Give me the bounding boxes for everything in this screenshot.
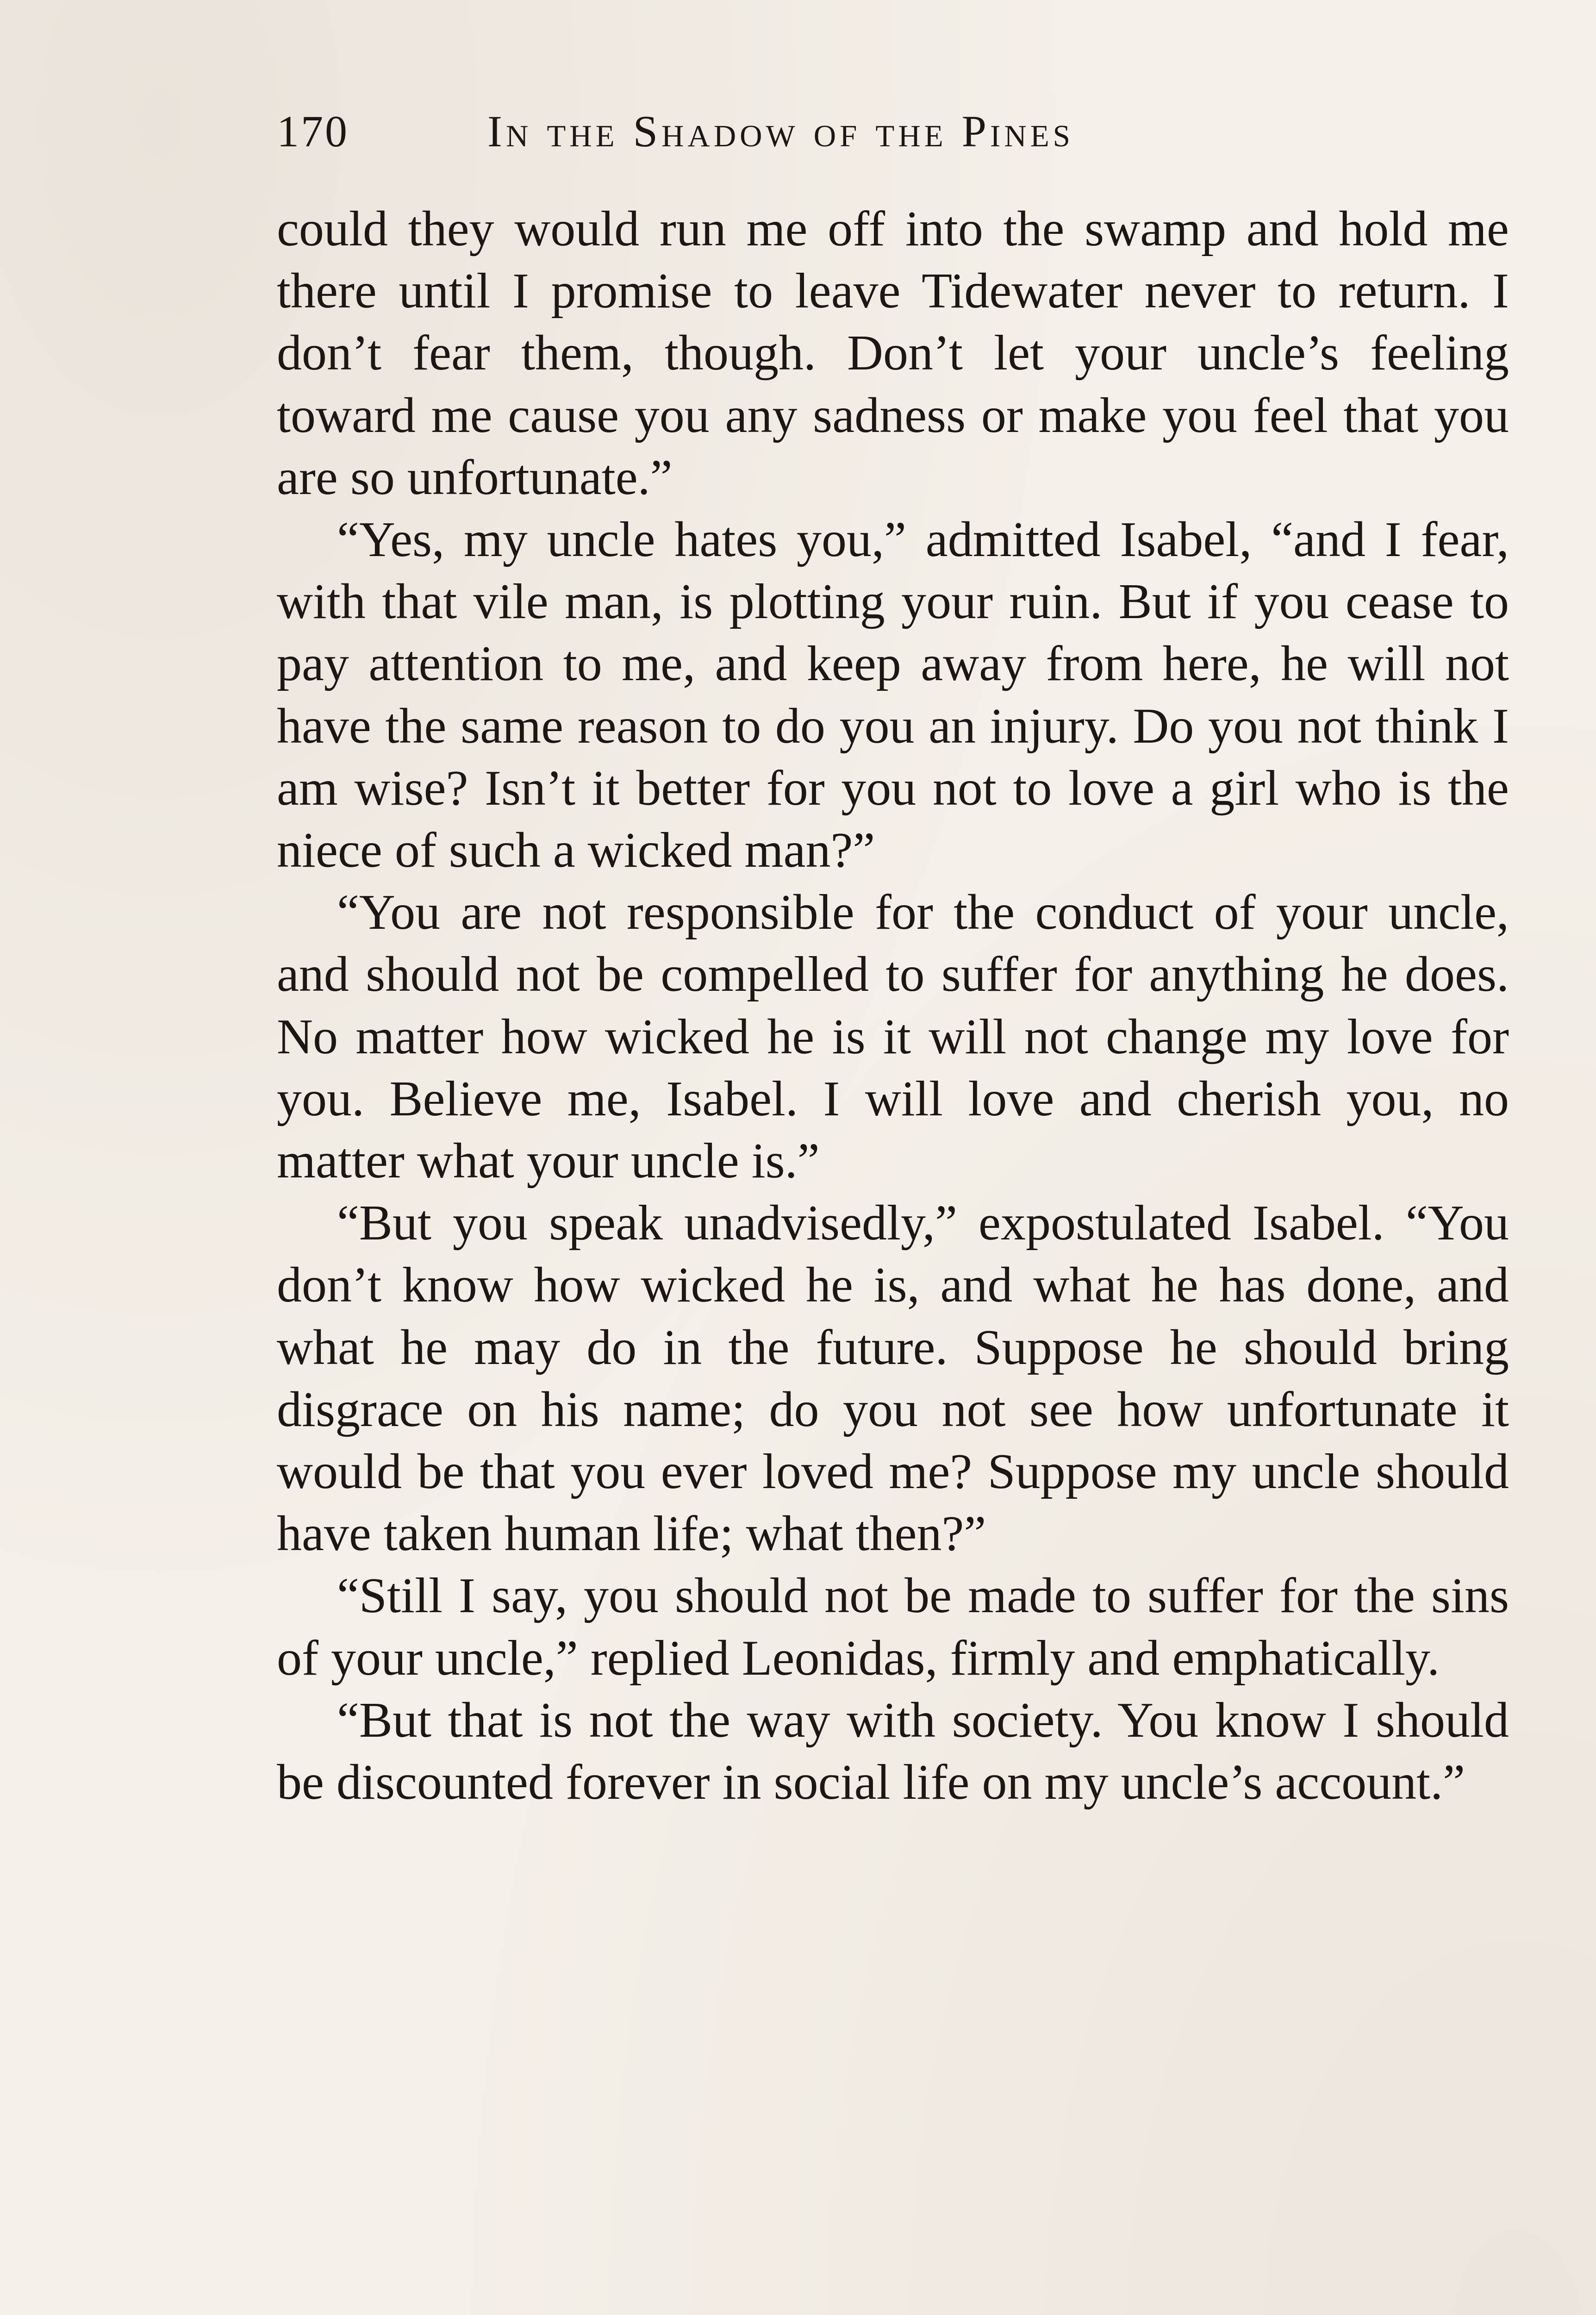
paragraph: “You are not responsible for the conduct of your uncle, and should not be compelled to suffer for anything he does. No matter how wicked he is it will not change my love for you. Believe me, Isabel. I will love and cherish you, no matter what your uncle is.” bbox=[277, 885, 1509, 1189]
page-number: 170 bbox=[277, 106, 349, 156]
paragraph: could they would run me off into the swamp and hold me there until I promise to leave Tidewater never to return. I don’t fear them, though. Don’t let your uncle’s feeling toward me cause you any sadness or make you feel that you are so unfortunate.” bbox=[277, 201, 1509, 505]
paragraph: “Still I say, you should not be made to suffer for the sins of your uncle,” replied Leonidas, firmly and emphatically. bbox=[277, 1568, 1509, 1686]
paragraph: “But you speak unadvisedly,” expostulated Isabel. “You don’t know how wicked he is, and what he has done, and what he may do in the future. Suppose he should bring disgrace on his name; do you not see how unfortunate it would be that you ever loved me? Suppose my uncle should have taken human life; what then?” bbox=[277, 1195, 1509, 1562]
running-head bbox=[277, 106, 1295, 166]
body-text bbox=[277, 198, 1509, 1814]
paragraph: “But that is not the way with society. You know I should be discounted forever in social life on my uncle’s account.” bbox=[277, 1692, 1509, 1810]
paragraph: “Yes, my uncle hates you,” admitted Isabel, “and I fear, with that vile man, is plotting your ruin. But if you cease to pay attention to me, and keep away from here, he will not have the same reason to do you an injury. Do you not think I am wise? Isn’t it better for you not to love a girl who is the niece of such a wicked man?” bbox=[277, 512, 1509, 878]
book-title: In the Shadow of the Pines bbox=[487, 106, 1074, 156]
